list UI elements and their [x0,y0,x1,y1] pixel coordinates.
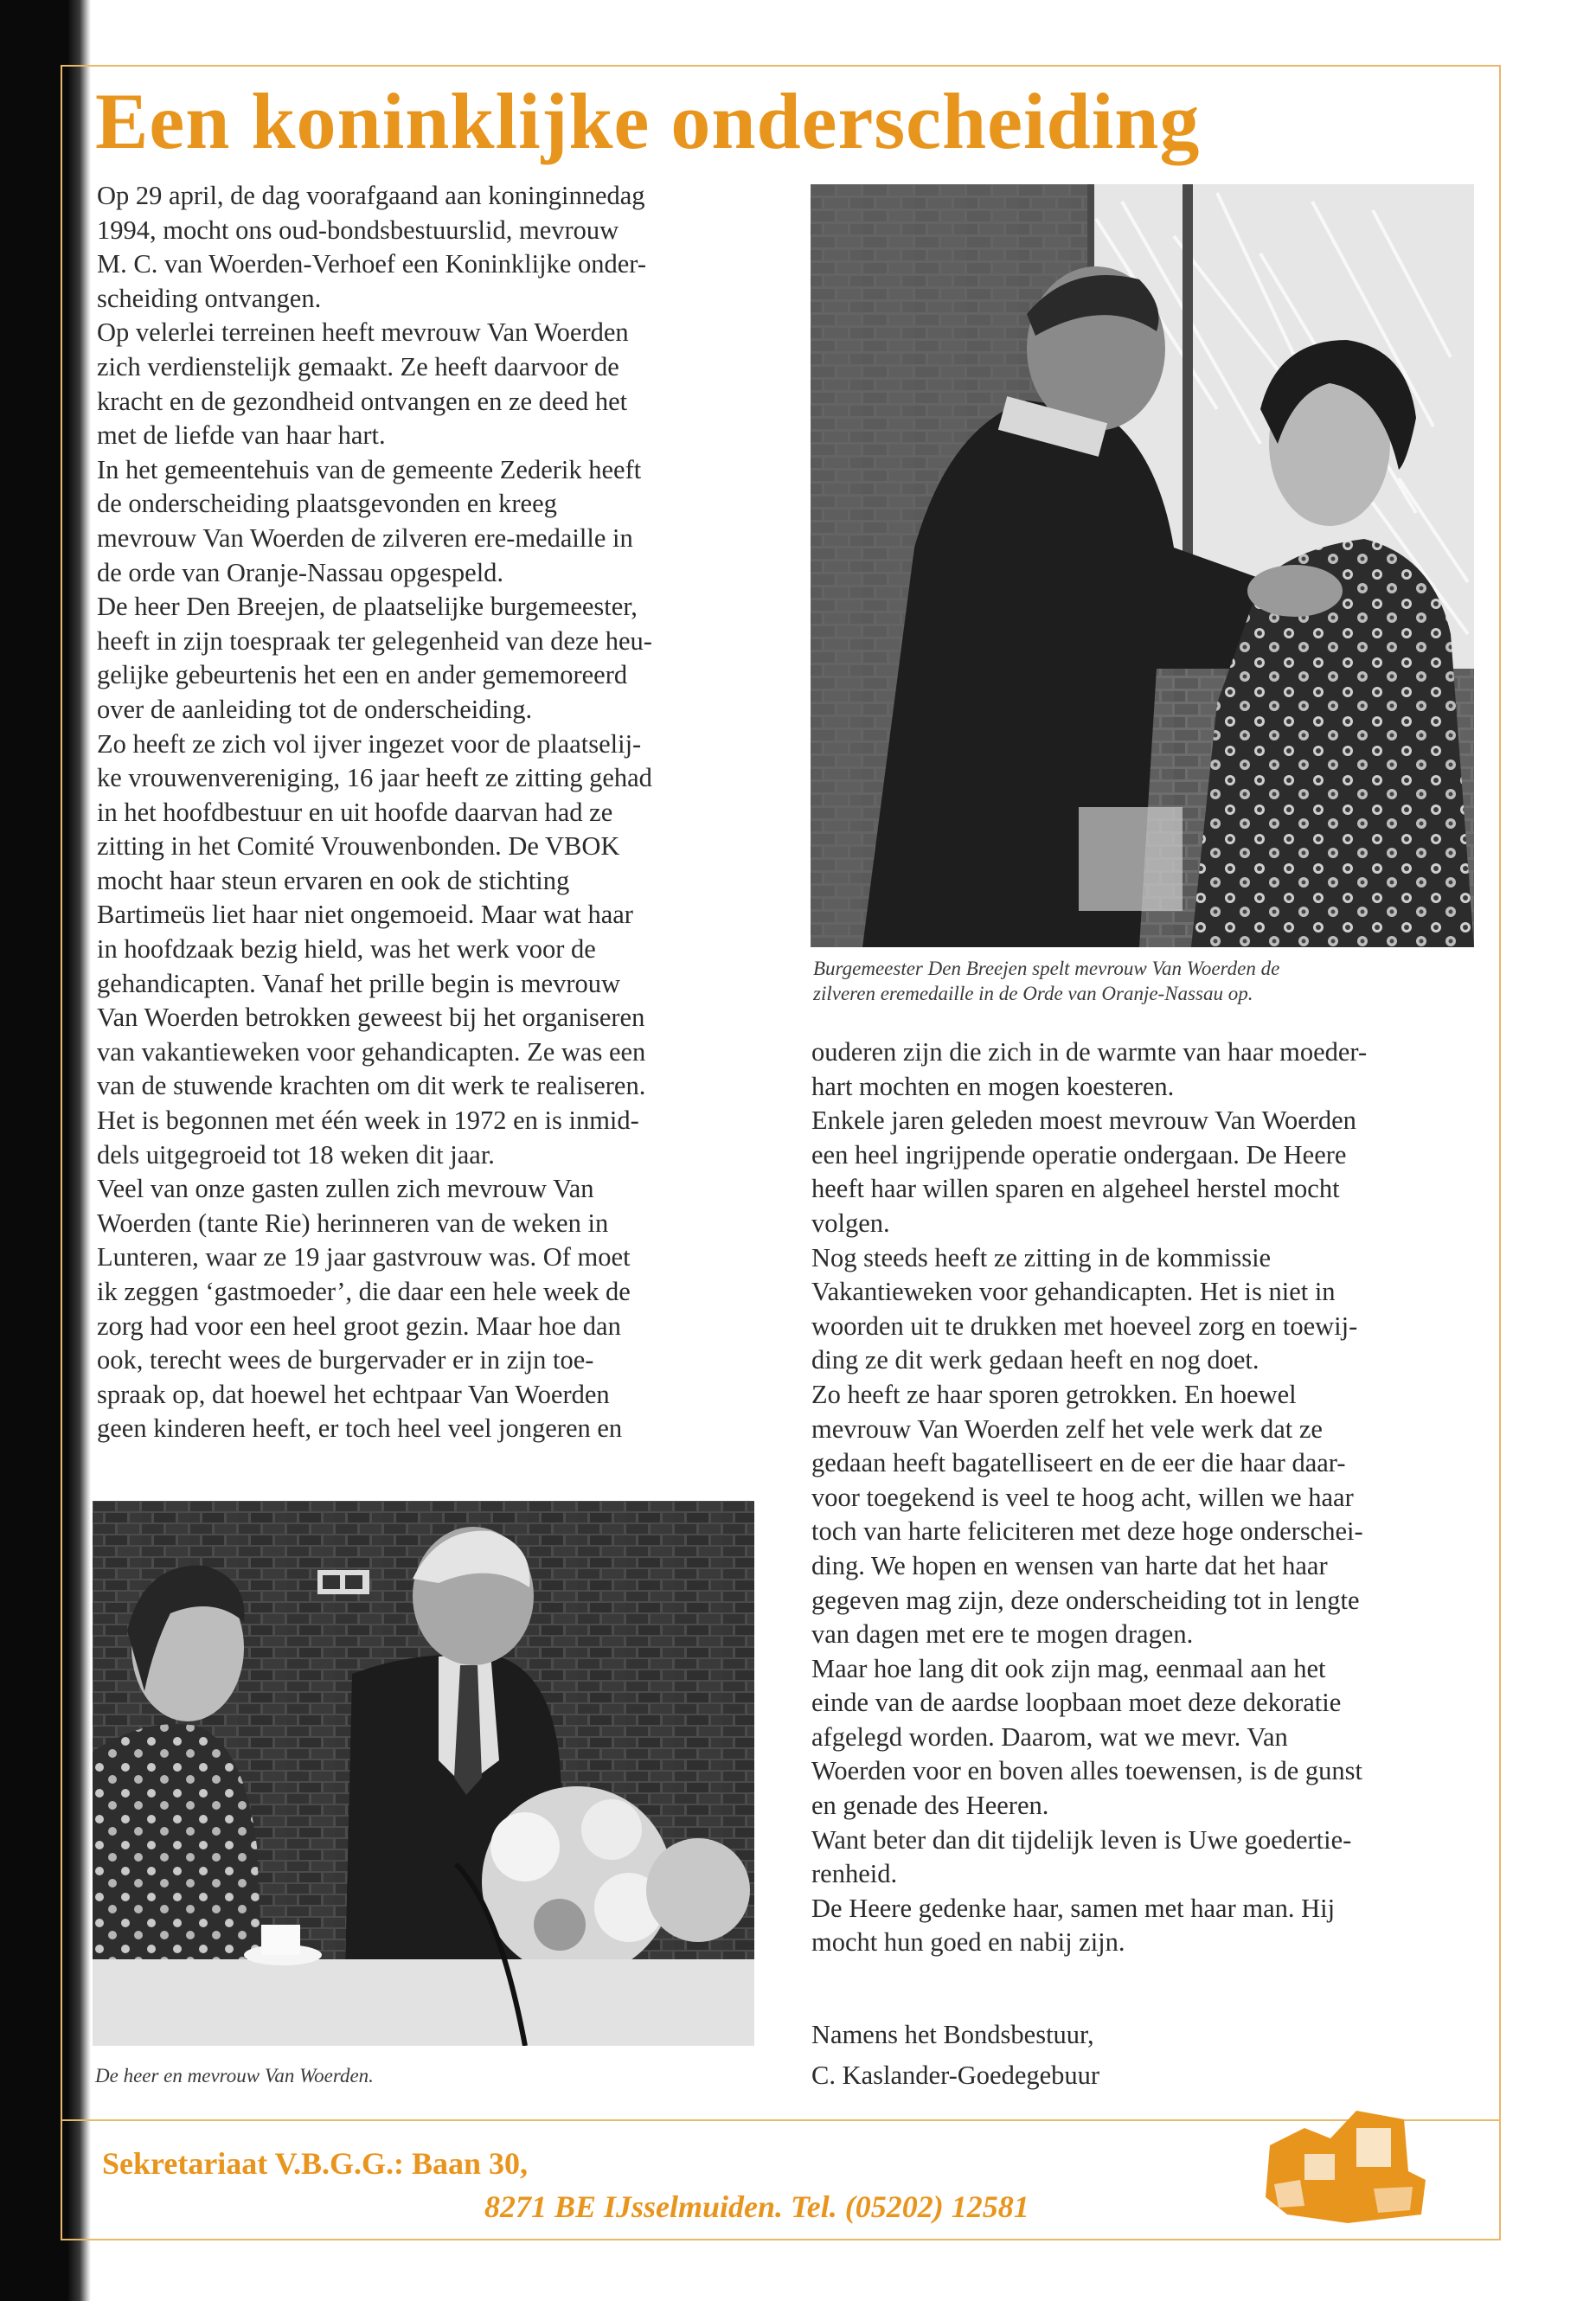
article-right-line: en genade des Heeren. [811,1791,1049,1821]
article-left-line: dels uitgegroeid tot 18 weken dit jaar. [97,1139,495,1170]
caption-line: zilveren eremedaille in de Orde van Oranje-Nassau op. [813,983,1253,1004]
article-right-line: mevrouw Van Woerden zelf het vele werk dat ze [811,1413,1323,1444]
article-left-line: Zo heeft ze zich vol ijver ingezet voor de plaatselij- [97,728,642,759]
article-right-line: toch van harte feliciteren met deze hoge onderschei- [811,1516,1363,1547]
article-left-line: Lunteren, waar ze 19 jaar gastvrouw was. Of moet [97,1242,631,1272]
article-left-line: heeft in zijn toespraak ter gelegenheid van deze heu- [97,625,652,656]
signature-name: C. Kaslander-Goedegebuur [811,2061,1100,2090]
article-right-line: afgelegd worden. Daarom, wat we mevr. Van [811,1721,1288,1752]
article-left-line: geen kinderen heeft, er toch heel veel jongeren en [97,1413,623,1444]
article-right-line: De Heere gedenke haar, samen met haar man. Hij [811,1893,1336,1923]
article-left-line: 1994, mocht ons oud-bondsbestuurslid, mevrouw [97,215,619,245]
photo-caption-couple [95,2063,701,2088]
article-right-line: renheid. [811,1859,898,1889]
article-right-line: Vakantieweken voor gehandicapten. Het is niet in [811,1277,1336,1307]
article-left-line: zorg had voor een heel groot gezin. Maar hoe dan [97,1311,621,1341]
article-left-line: de onderscheiding plaatsgevonden en kreeg [97,489,557,519]
vbgg-logo-icon [1253,2093,1434,2227]
article-left-line: zich verdienstelijk gemaakt. Ze heeft daarvoor de [97,351,619,381]
article-right-line: ding ze dit werk gedaan heeft en nog doet. [811,1345,1259,1375]
article-left-line: gelijke gebeurtenis het een en ander gememoreerd [97,660,628,690]
article-right-line: gegeven mag zijn, deze onderscheiding tot in lengte [811,1585,1360,1615]
article-column-left [97,179,772,1446]
article-left-line: M. C. van Woerden-Verhoef een Koninklijke onder- [97,249,646,279]
article-right-line: Enkele jaren geleden moest mevrouw Van Woerden [811,1106,1356,1136]
page-title: Een koninklijke onderscheiding [95,77,1201,165]
article-right-line: een heel ingrijpende operatie ondergaan. De Heere [811,1139,1347,1170]
article-left-line: gehandicapten. Vanaf het prille begin is mevrouw [97,968,621,998]
article-right-line: heeft haar willen sparen en algeheel herstel mocht [811,1174,1340,1204]
article-left-line: mevrouw Van Woerden de zilveren ere-medaille in [97,522,633,553]
article-left-line: spraak op, dat hoewel het echtpaar Van Woerden [97,1379,610,1409]
caption-line: Burgemeester Den Breejen spelt mevrouw Van Woerden de [813,958,1280,979]
article-right-line: ouderen zijn die zich in de warmte van haar moeder- [811,1037,1368,1067]
article-right-line: woorden uit te drukken met hoeveel zorg en toewij- [811,1311,1358,1341]
article-left-line: kracht en de gezondheid ontvangen en ze deed het [97,386,628,416]
article-right-line: einde van de aardse loopbaan moet deze dekoratie [811,1688,1342,1718]
article-right-line: gedaan heeft bagatelliseert en de eer die haar daar- [811,1448,1346,1478]
article-left-line: van de stuwende krachten om dit werk te realiseren. [97,1071,646,1101]
article-right-line: mocht hun goed en nabij zijn. [811,1927,1125,1958]
article-left-line: de orde van Oranje-Nassau opgespeld. [97,557,504,587]
article-left-line: Woerden (tante Rie) herinneren van de weken in [97,1208,609,1238]
caption-line: De heer en mevrouw Van Woerden. [95,2065,374,2086]
footer-address-line2: 8271 BE IJsselmuiden. Tel. (05202) 12581 [484,2189,1029,2224]
article-left-line: ke vrouwenvereniging, 16 jaar heeft ze zitting gehad [97,763,652,793]
article-right-line: Woerden voor en boven alles toewensen, is de gunst [811,1756,1363,1786]
article-left-line: Het is begonnen met één week in 1972 en is inmid- [97,1106,639,1136]
article-left-line: mocht haar steun ervaren en ook de stichting [97,865,570,895]
photo-medal-ceremony [811,184,1474,947]
article-left-line: zitting in het Comité Vrouwenbonden. De VBOK [97,831,620,862]
article-right-line: Want beter dan dit tijdelijk leven is Uwe goedertie- [811,1824,1352,1855]
footer-address-line1: Sekretariaat V.B.G.G.: Baan 30, [102,2146,529,2181]
article-left-line: Op 29 april, de dag voorafgaand aan koninginnedag [97,181,645,210]
article-left-line: met de liefde van haar hart. [97,420,386,451]
article-right-line: hart mochten en mogen koesteren. [811,1071,1175,1101]
article-left-line: Op velerlei terreinen heeft mevrouw Van Woerden [97,317,629,348]
article-left-line: ik zeggen ‘gastmoeder’, die daar een hele week de [97,1277,631,1306]
article-left-line: scheiding ontvangen. [97,283,322,313]
article-left-line: Veel van onze gasten zullen zich mevrouw Van [97,1174,594,1204]
article-right-line: ding. We hopen en wensen van harte dat het haar [811,1550,1328,1580]
article-right-line: voor toegekend is veel te hoog acht, willen we haar [811,1482,1354,1512]
article-right-line: Nog steeds heeft ze zitting in de kommissie [811,1242,1272,1272]
article-right-line: Zo heeft ze haar sporen getrokken. En hoewel [811,1379,1297,1409]
article-left-line: De heer Den Breejen, de plaatselijke burgemeester, [97,592,638,622]
article-left-line: Van Woerden betrokken geweest bij het organiseren [97,1003,645,1033]
photo-caption-medal [813,956,1488,1006]
article-right-line: Maar hoe lang dit ook zijn mag, eenmaal aan het [811,1653,1326,1683]
photo-couple [93,1501,754,2046]
article-left-line: in het hoofdbestuur en uit hoofde daarvan had ze [97,797,613,827]
article-left-line: over de aanleiding tot de onderscheiding. [97,694,533,724]
article-right-line: van dagen met ere te mogen dragen. [811,1619,1194,1650]
article-left-line: van vakantieweken voor gehandicapten. Ze was een [97,1036,646,1067]
article-left-line: In het gemeentehuis van de gemeente Zederik heeft [97,454,642,484]
article-left-line: Bartimeüs liet haar niet ongemoeid. Maar wat haar [97,900,633,930]
signature-org: Namens het Bondsbestuur, [811,2020,1094,2049]
article-left-line: in hoofdzaak bezig hield, was het werk voor de [97,934,596,965]
article-left-line: ook, terecht wees de burgervader er in zijn toe- [97,1345,594,1375]
article-right-line: volgen. [811,1208,890,1238]
article-column-right [811,1035,1477,1960]
